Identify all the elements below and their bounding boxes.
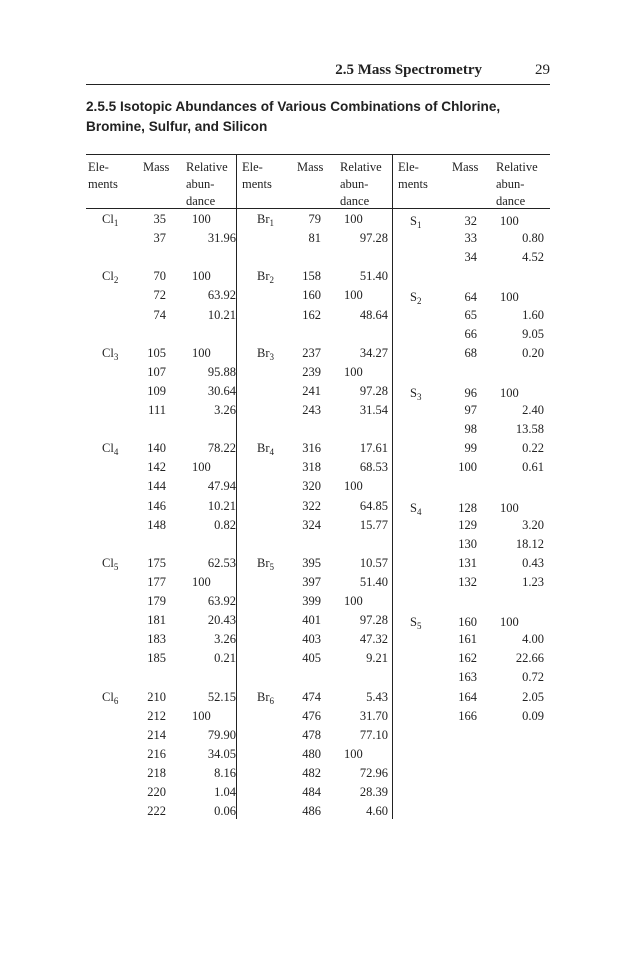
atom-count: 4 — [113, 447, 119, 458]
header-mass-3: Mass — [452, 160, 479, 174]
mass-value: 66 — [464, 326, 477, 341]
mass-value: 214 — [147, 727, 166, 742]
mass-value: 105 — [147, 345, 166, 360]
header-mass-2: Mass — [297, 160, 324, 174]
relative-abundance-value: 13.58 — [515, 422, 544, 437]
relative-abundance-value: 77.10 — [359, 727, 388, 742]
mass-value: 316 — [302, 441, 321, 456]
mass-value: 222 — [147, 804, 166, 819]
mass-value: 129 — [458, 517, 477, 532]
mass-value: 107 — [147, 364, 166, 379]
mass-value: 474 — [302, 689, 321, 704]
table-title: 2.5.5 Isotopic Abundances of Various Combinations of Chlorine, Bromine, Sulfur, and Silicon — [86, 99, 501, 134]
mass-value: 175 — [147, 555, 166, 570]
relative-abundance-value: 0.06 — [214, 804, 236, 819]
element-label — [410, 288, 421, 311]
table-top-rule — [86, 154, 550, 155]
header-elements-2: Ele- ments — [242, 160, 272, 191]
section-title: 2.5 Mass Spectrometry — [335, 62, 482, 78]
element-symbol: S — [410, 290, 417, 305]
mass-value: 74 — [153, 307, 166, 322]
relative-abundance-value: 100 — [344, 746, 363, 761]
atom-count: 5 — [416, 621, 422, 632]
element-label — [410, 384, 421, 407]
header-elements-3: Ele- ments — [398, 160, 428, 191]
mass-value: 130 — [458, 536, 477, 551]
header-relative-3: Relative abun- dance — [496, 160, 538, 208]
mass-value: 401 — [302, 613, 321, 628]
mass-value: 37 — [153, 231, 166, 246]
atom-count: 6 — [113, 695, 119, 706]
header-mass-1: Mass — [143, 160, 170, 174]
relative-abundance-value: 4.52 — [522, 250, 544, 265]
relative-abundance-value: 3.26 — [214, 632, 236, 647]
mass-value: 476 — [302, 708, 321, 723]
mass-value: 395 — [302, 555, 321, 570]
atom-count: 1 — [269, 218, 274, 228]
element-label — [257, 554, 274, 577]
mass-value: 179 — [147, 594, 166, 608]
relative-abundance-value: 4.00 — [522, 632, 544, 647]
mass-value: 161 — [458, 632, 477, 647]
element-symbol: S — [410, 214, 417, 228]
element-label — [102, 344, 118, 367]
atom-count: 6 — [269, 695, 274, 706]
relative-abundance-value: 0.20 — [522, 345, 544, 360]
relative-abundance-value: 10.21 — [207, 307, 236, 322]
atom-count: 1 — [113, 218, 119, 228]
mass-value: 218 — [147, 765, 166, 780]
element-symbol: Br — [257, 345, 270, 360]
relative-abundance-value: 100 — [500, 615, 519, 630]
mass-value: 111 — [148, 403, 166, 417]
relative-abundance-value: 100 — [344, 212, 363, 226]
relative-abundance-value: 0.22 — [522, 441, 544, 456]
mass-value: 65 — [464, 307, 477, 322]
relative-abundance-value: 34.05 — [207, 746, 236, 761]
mass-value: 79 — [308, 212, 321, 226]
mass-value: 399 — [302, 594, 321, 608]
relative-abundance-value: 0.72 — [522, 670, 544, 685]
page-number: 29 — [535, 62, 550, 78]
relative-abundance-value: 100 — [192, 708, 211, 723]
element-label — [410, 212, 421, 235]
mass-value: 212 — [147, 708, 166, 723]
mass-value: 72 — [153, 288, 166, 303]
mass-value: 162 — [458, 651, 477, 666]
relative-abundance-value: 18.12 — [515, 536, 544, 551]
relative-abundance-value: 5.43 — [366, 689, 388, 704]
mass-value: 100 — [458, 460, 477, 475]
mass-value: 158 — [302, 269, 321, 284]
relative-abundance-value: 31.54 — [359, 403, 388, 417]
mass-value: 128 — [458, 500, 477, 515]
atom-count: 5 — [113, 561, 119, 572]
mass-value: 140 — [147, 441, 166, 456]
relative-abundance-value: 28.39 — [359, 785, 388, 799]
mass-value: 181 — [147, 613, 166, 628]
mass-value: 405 — [302, 651, 321, 666]
mass-value: 96 — [464, 385, 477, 400]
mass-value: 81 — [308, 231, 321, 246]
relative-abundance-value: 22.66 — [515, 651, 544, 666]
relative-abundance-value: 3.20 — [522, 517, 544, 532]
relative-abundance-value: 1.60 — [522, 307, 544, 322]
relative-abundance-value: 62.53 — [207, 555, 236, 570]
element-label — [410, 613, 421, 636]
header-elements-1: Ele- ments — [88, 160, 118, 191]
mass-value: 148 — [147, 517, 166, 532]
element-symbol: Br — [257, 212, 270, 226]
relative-abundance-value: 2.05 — [522, 689, 544, 704]
relative-abundance-value: 47.32 — [359, 632, 388, 647]
element-symbol: Cl — [102, 441, 114, 456]
relative-abundance-value: 100 — [500, 500, 519, 515]
relative-abundance-value: 97.28 — [359, 383, 388, 398]
element-label — [102, 210, 118, 233]
relative-abundance-value: 100 — [192, 345, 211, 360]
element-symbol: Cl — [102, 555, 114, 570]
relative-abundance-value: 95.88 — [207, 364, 236, 379]
relative-abundance-value: 78.22 — [207, 441, 236, 456]
relative-abundance-value: 100 — [500, 214, 519, 228]
relative-abundance-value: 47.94 — [207, 479, 236, 494]
atom-count: 3 — [416, 391, 422, 402]
mass-value: 183 — [147, 632, 166, 647]
relative-abundance-value: 0.82 — [214, 517, 236, 532]
mass-value: 109 — [147, 383, 166, 398]
mass-value: 237 — [302, 345, 321, 360]
mass-value: 160 — [458, 615, 477, 630]
relative-abundance-value: 100 — [192, 212, 211, 226]
relative-abundance-value: 30.64 — [207, 383, 236, 398]
relative-abundance-value: 100 — [192, 574, 211, 589]
element-symbol: Cl — [102, 689, 114, 704]
mass-value: 216 — [147, 746, 166, 761]
mass-value: 70 — [153, 269, 166, 284]
mass-value: 33 — [464, 231, 477, 246]
relative-abundance-value: 4.60 — [366, 804, 388, 819]
element-label — [102, 688, 118, 711]
relative-abundance-value: 31.70 — [359, 708, 388, 723]
relative-abundance-value: 3.26 — [214, 403, 236, 417]
mass-value: 32 — [464, 214, 477, 228]
element-symbol: Cl — [102, 269, 114, 284]
mass-value: 320 — [302, 479, 321, 494]
column-divider-2 — [392, 154, 393, 819]
relative-abundance-value: 20.43 — [207, 613, 236, 628]
relative-abundance-value: 100 — [500, 290, 519, 305]
mass-value: 482 — [302, 765, 321, 780]
atom-count: 4 — [269, 447, 274, 458]
relative-abundance-value: 0.80 — [522, 231, 544, 246]
mass-value: 142 — [147, 460, 166, 475]
relative-abundance-value: 100 — [344, 288, 363, 303]
mass-value: 163 — [458, 670, 477, 685]
mass-value: 220 — [147, 785, 166, 799]
relative-abundance-value: 0.61 — [522, 460, 544, 475]
mass-value: 164 — [458, 689, 477, 704]
mass-value: 99 — [464, 441, 477, 456]
atom-count: 2 — [113, 275, 119, 286]
mass-value: 210 — [147, 689, 166, 704]
relative-abundance-value: 100 — [344, 364, 363, 379]
mass-value: 478 — [302, 727, 321, 742]
relative-abundance-value: 68.53 — [359, 460, 388, 475]
relative-abundance-value: 31.96 — [207, 231, 236, 246]
atom-count: 3 — [113, 351, 119, 362]
relative-abundance-value: 100 — [192, 460, 211, 475]
element-label — [257, 439, 274, 462]
relative-abundance-value: 100 — [344, 594, 363, 608]
relative-abundance-value: 15.77 — [359, 517, 388, 532]
relative-abundance-value: 97.28 — [359, 613, 388, 628]
relative-abundance-value: 100 — [500, 385, 519, 400]
mass-value: 239 — [302, 364, 321, 379]
relative-abundance-value: 100 — [344, 479, 363, 494]
element-label — [257, 688, 274, 711]
relative-abundance-value: 72.96 — [359, 765, 388, 780]
running-header — [86, 60, 550, 85]
mass-value: 177 — [147, 574, 166, 589]
relative-abundance-value: 100 — [192, 269, 211, 284]
element-symbol: Br — [257, 441, 270, 456]
relative-abundance-value: 51.40 — [359, 269, 388, 284]
mass-value: 484 — [302, 785, 321, 799]
mass-value: 132 — [458, 574, 477, 589]
element-symbol: Cl — [102, 345, 114, 360]
mass-value: 144 — [147, 479, 166, 494]
mass-value: 322 — [302, 498, 321, 513]
relative-abundance-value: 79.90 — [207, 727, 236, 742]
relative-abundance-value: 8.16 — [214, 765, 236, 780]
relative-abundance-value: 0.21 — [214, 651, 236, 666]
element-symbol: S — [410, 615, 417, 630]
mass-value: 35 — [153, 212, 166, 226]
element-label — [257, 267, 274, 290]
relative-abundance-value: 1.23 — [522, 574, 544, 589]
header-relative-2: Relative abun- dance — [340, 160, 382, 208]
mass-value: 162 — [302, 307, 321, 322]
relative-abundance-value: 0.43 — [522, 555, 544, 570]
mass-value: 241 — [302, 383, 321, 398]
header-relative-1: Relative abun- dance — [186, 160, 228, 208]
element-label — [102, 439, 118, 462]
element-symbol: Br — [257, 555, 270, 570]
relative-abundance-value: 52.15 — [207, 689, 236, 704]
mass-value: 160 — [302, 288, 321, 303]
mass-value: 64 — [464, 290, 477, 305]
mass-value: 98 — [464, 422, 477, 437]
relative-abundance-value: 34.27 — [359, 345, 388, 360]
element-symbol: S — [410, 500, 417, 515]
relative-abundance-value: 2.40 — [522, 403, 544, 417]
relative-abundance-value: 10.57 — [359, 555, 388, 570]
mass-value: 397 — [302, 574, 321, 589]
mass-value: 146 — [147, 498, 166, 513]
mass-value: 131 — [458, 555, 477, 570]
relative-abundance-value: 9.21 — [366, 651, 388, 666]
relative-abundance-value: 64.85 — [359, 498, 388, 513]
relative-abundance-value: 63.92 — [207, 288, 236, 303]
relative-abundance-value: 10.21 — [207, 498, 236, 513]
mass-value: 324 — [302, 517, 321, 532]
atom-count: 5 — [269, 561, 274, 572]
element-symbol: Br — [257, 269, 270, 284]
relative-abundance-value: 97.28 — [359, 231, 388, 246]
element-label — [102, 267, 118, 290]
mass-value: 97 — [464, 403, 477, 417]
mass-value: 166 — [458, 708, 477, 723]
element-label — [257, 344, 274, 367]
relative-abundance-value: 17.61 — [359, 441, 388, 456]
element-symbol: Br — [257, 689, 270, 704]
atom-count: 2 — [269, 275, 274, 286]
mass-value: 34 — [464, 250, 477, 265]
relative-abundance-value: 63.92 — [207, 594, 236, 608]
mass-value: 318 — [302, 460, 321, 475]
atom-count: 3 — [269, 351, 274, 362]
element-label — [257, 210, 274, 233]
table-header-rule — [86, 208, 550, 209]
atom-count: 1 — [416, 220, 422, 230]
mass-value: 480 — [302, 746, 321, 761]
mass-value: 185 — [147, 651, 166, 666]
element-symbol: S — [410, 385, 417, 400]
mass-value: 68 — [464, 345, 477, 360]
element-symbol: Cl — [102, 212, 114, 226]
element-label — [102, 554, 118, 577]
mass-value: 243 — [302, 403, 321, 417]
relative-abundance-value: 1.04 — [214, 785, 236, 799]
mass-value: 403 — [302, 632, 321, 647]
element-label — [410, 499, 421, 522]
mass-value: 486 — [302, 804, 321, 819]
atom-count: 2 — [416, 296, 422, 307]
relative-abundance-value: 48.64 — [359, 307, 388, 322]
relative-abundance-value: 9.05 — [522, 326, 544, 341]
relative-abundance-value: 51.40 — [359, 574, 388, 589]
relative-abundance-value: 0.09 — [522, 708, 544, 723]
atom-count: 4 — [416, 506, 422, 517]
